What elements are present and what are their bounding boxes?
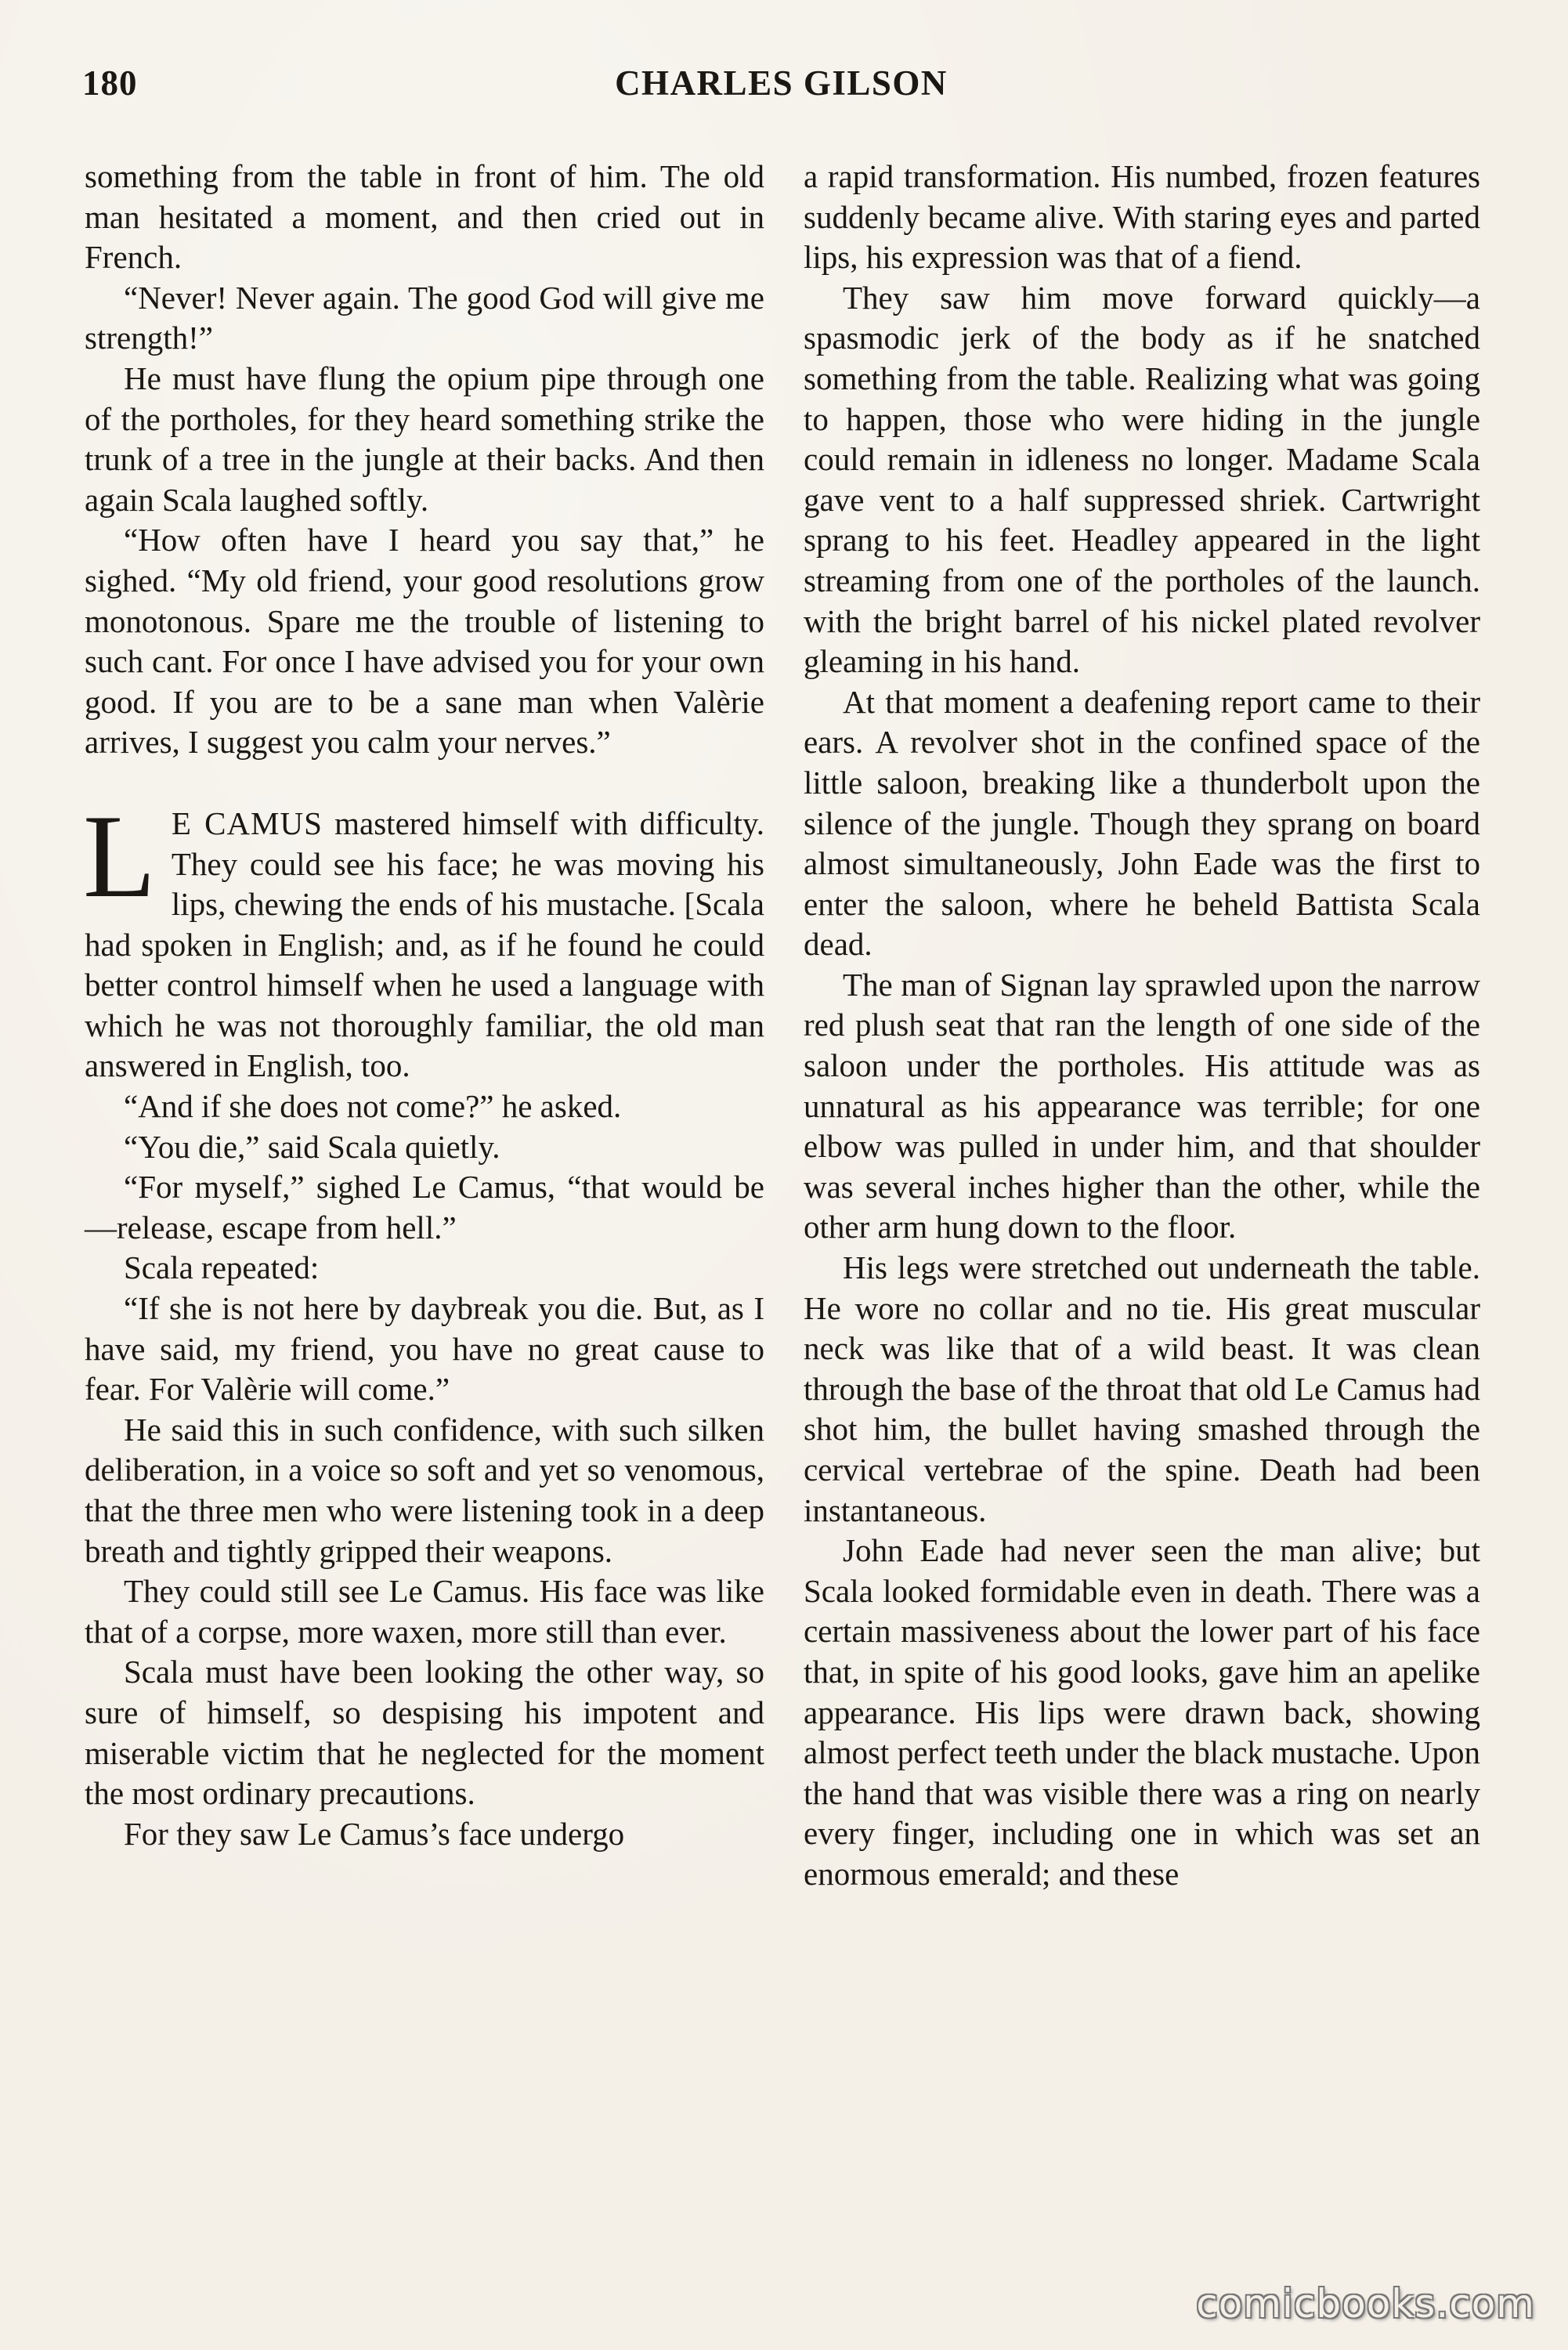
page-number: 180 <box>82 63 138 103</box>
section-break <box>85 763 764 804</box>
paragraph: “How often have I heard you say that,” he sighed. “My old friend, your good resolutions grow monotonous. Spare me the trouble of listening to such cant. For once I have advised you for your own good. If you are to be a sane man when Valèrie arrives, I suggest you calm your nerves.” <box>85 522 764 761</box>
watermark: comicbooks.com <box>1196 2281 1535 2326</box>
paragraph: “For myself,” sighed Le Camus, “that would be—release, escape from hell.” <box>85 1169 764 1246</box>
paragraph: For they saw Le Camus’s face undergo <box>124 1815 625 1852</box>
paragraph: At that moment a deafening report came to their ears. A revolver shot in the confined space of the little saloon, breaking like a thunderbolt upon the silence of the jungle. Though they sprang on board almost simultaneously, John Eade was the first to enter the saloon, where he beheld Battista Scala dead. <box>804 683 1480 963</box>
paragraph: They could still see Le Camus. His face was like that of a corpse, more waxen, more still than ever. <box>85 1573 764 1650</box>
paragraph: “Never! Never again. The good God will give me strength!” <box>85 279 764 356</box>
right-column <box>804 157 1480 1895</box>
dropcap-paragraph <box>83 790 764 1086</box>
paragraph: John Eade had never seen the man alive; but Scala looked formidable even in death. There was a certain massiveness about the lower part of his face that, in spite of his good looks, gave him an apelike appearance. His lips were drawn back, showing almost perfect teeth under the black mustache. Upon the hand that was visible there was a ring on nearly every finger, including one in which was set an enormous emerald; and these <box>804 1532 1480 1892</box>
paragraph: They saw him move forward quickly—a spasmodic jerk of the body as if he snatched something from the table. Realizing what was going to happen, those who were hiding in the jungle could remain in idleness no longer. Madame Scala gave vent to a half suppressed shriek. Cartwright sprang to his feet. Headley appeared in the light streaming from one of the portholes of the launch. with the bright barrel of his nickel plated revolver gleaming in his hand. <box>804 279 1480 680</box>
running-head: CHARLES GILSON <box>615 63 948 103</box>
paragraph: He must have flung the opium pipe through one of the portholes, for they heard something strike the trunk of a tree in the jungle at their backs. And then again Scala laughed softly. <box>85 360 764 518</box>
paragraph-text: mastered himself with difficulty. They could see his face; he was moving his lips, chewing the ends of his mustache. [Scala had spoken in English; and, as if he found he could better control himself when he used a language with which he was not thoroughly familiar, the old man answered in English, too. <box>85 804 764 1084</box>
paragraph: “You die,” said Scala quietly. <box>124 1128 500 1165</box>
paragraph: His legs were stretched out underneath the table. He wore no collar and no tie. His great muscular neck was like that of a wild beast. It was clean through the base of the throat that old Le Camus had shot him, the bullet having smashed through the cervical vertebrae of the spine. Death had been instantaneous. <box>804 1249 1480 1528</box>
paragraph: “If she is not here by daybreak you die. But, as I have said, my friend, you have no great cause to fear. For Valèrie will come.” <box>85 1290 764 1408</box>
paragraph: something from the table in front of him. The old man hesitated a moment, and then cried out in French. <box>85 158 764 276</box>
left-column <box>85 157 764 1854</box>
paragraph: a rapid transformation. His numbed, frozen features suddenly became alive. With staring eyes and parted lips, his expression was that of a fiend. <box>804 158 1480 276</box>
paragraph: He said this in such confidence, with such silken deliberation, in a voice so soft and yet so venomous, that the three men who were listening took in a deep breath and tightly gripped their weapons. <box>85 1411 764 1569</box>
dropcap-smallcaps: E CAMUS <box>171 804 323 841</box>
paragraph: “And if she does not come?” he asked. <box>124 1088 622 1125</box>
paragraph: Scala must have been looking the other way, so sure of himself, so despising his impotent and miserable victim that he neglected for the moment the most ordinary precautions. <box>85 1654 764 1812</box>
paragraph: Scala repeated: <box>124 1249 320 1286</box>
paragraph: The man of Signan lay sprawled upon the narrow red plush seat that ran the length of one side of the saloon under the portholes. His attitude was as unnatural as his appearance was terrible; for one elbow was pulled in under him, and that shoulder was several inches higher than the other, while the other arm hung down to the floor. <box>804 966 1480 1246</box>
drop-cap: L <box>83 790 156 922</box>
page-header <box>82 63 1480 118</box>
